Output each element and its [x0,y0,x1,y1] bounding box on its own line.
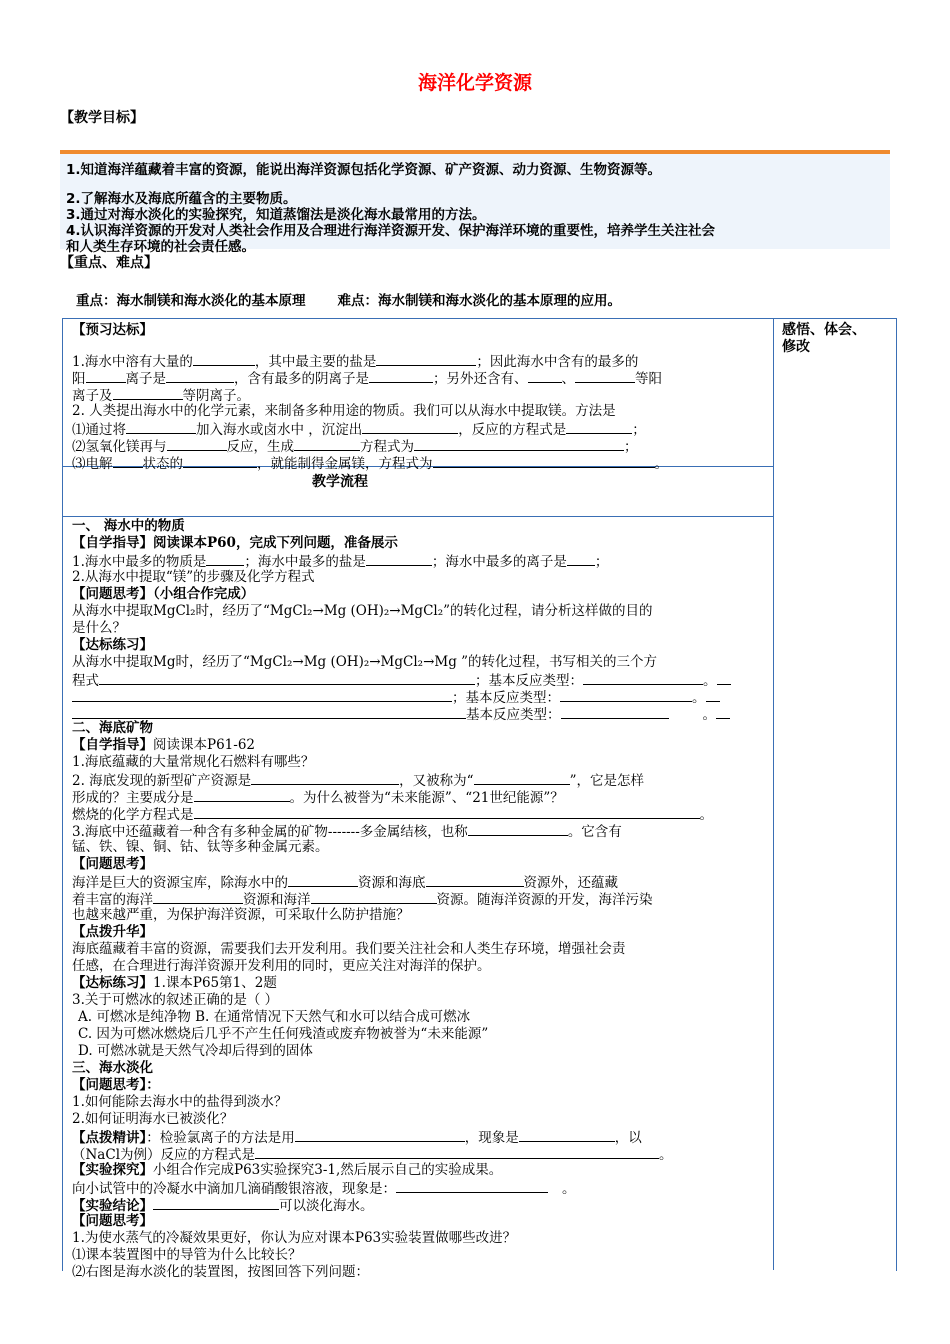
section-3-p2: ⑴课本装置图中的导管为什么比较长？ [72,1247,302,1263]
section-2-exercise-3: 3.关于可燃冰的叙述正确的是（ ） [72,992,279,1008]
row-divider-2 [62,516,773,517]
keypoints-line [76,289,621,309]
section-2-title: 二、海底矿物 [72,720,153,736]
section-2-upgrade-1: 海底蕴藏着丰富的资源，需要我们去开发利用。我们要关注社会和人类生存环境，增强社会责 [72,941,626,957]
section-3-experiment: 【实验探究】小组合作完成P63实验探究3-1,然后展示自己的实验成果。 [72,1162,503,1178]
section-1-q2: 2.从海水中提取“镁”的步骤及化学方程式 [72,569,315,585]
option-a-b: A. 可燃冰是纯净物 B. 在通常情况下天然气和水可以结合成可燃冰 [78,1009,471,1025]
section-3-tip-2: （NaCl为例）反应的方程式是 。 [72,1147,673,1163]
section-2-think-heading: 【问题思考】 [72,856,153,872]
section-2-q3: 形成的？主要成分是 。为什么被誉为“未来能源”、“21世纪能源”？ [72,790,564,806]
section-2-q1: 1.海底蕴藏的大量常规化石燃料有哪些？ [72,754,315,770]
section-3-conclusion: 【实验结论】 可以淡化海水。 [72,1198,374,1214]
section-1-think-2: 是什么？ [72,620,126,636]
section-1-exercise-1: 从海水中提取Mg时，经历了“MgCl₂→Mg (OH)₂→MgCl₂→Mg ”的转化过程，书写相关的三个方 [72,654,658,670]
section-2-think-1: 海洋是巨大的资源宝库，除海水中的 资源和海底 资源外，还蕴藏 [72,875,618,891]
keypoints-heading: 【重点、难点】 [60,255,158,271]
side-column-heading: 感悟、体会、 修改 [782,322,866,355]
section-3-p3: ⑵右图是海水淡化的装置图，按图回答下列问题： [72,1264,369,1280]
section-2-guide: 【自学指导】阅读课本P61-62 [72,737,256,753]
section-3-q1: 1.如何能除去海水中的盐得到淡水？ [72,1094,288,1110]
preview-line-2: 阳 离子是 ，含有最多的阴离子是 ；另外还含有、 、 等阳 [72,371,662,387]
objective-2: 2.了解海水及海底所蕴含的主要物质。 [66,191,297,207]
section-3-experiment-2: 向小试管中的冷凝水中滴加几滴硝酸银溶液，现象是： 。 [72,1181,576,1197]
preview-line-4: 2. 人类提出海水中的化学元素，来制备多种用途的物质。我们可以从海水中提取镁。方法是 [72,403,616,419]
section-2-upgrade-2: 任感，在合理进行海洋资源开发利用的同时，更应关注对海洋的保护。 [72,958,491,974]
section-2-exercise: 【达标练习】1.课本P65第1、2题 [72,975,277,991]
objective-4: 4.认识海洋资源的开发对人类社会作用及合理进行海洋资源开发、保护海洋环境的重要性，培养学生关注社会 [66,223,716,239]
preview-line-3: 离子及 等阴离子。 [72,388,250,404]
objective-1: 1.知道海洋蕴藏着丰富的资源，能说出海洋资源包括化学资源、矿产资源、动力资源、生物资源等。 [66,162,662,178]
section-2-think-3: 也越来越严重，为保护海洋资源，可采取什么防护措施？ [72,907,410,923]
objective-5: 和人类生存环境的社会责任感。 [66,239,255,255]
preview-line-7: ⑶电解 状态的 ，就能制得金属镁，方程式为 。 [72,456,668,472]
section-1-exercise-4: 基本反应类型： 。 [72,705,730,724]
section-1-guide: 【自学指导】阅读课本P60，完成下列问题，准备展示 [72,535,398,551]
section-2-think-2: 着丰富的海洋 资源和海洋 资源。随海洋资源的开发，海洋污染 [72,892,653,908]
objective-3: 3.通过对海水淡化的实验探究，知道蒸馏法是淡化海水最常用的方法。 [66,207,486,223]
difficult-point: 难点：海水制镁和海水淡化的基本原理的应用。 [337,293,621,309]
section-2-q4: 燃烧的化学方程式是 。 [72,807,713,823]
section-3-think2-heading: 【问题思考】 [72,1213,153,1229]
section-2-q2: 2. 海底发现的新型矿产资源是 ，又被称为“ ”，它是怎样 [72,773,644,789]
objectives-heading: 【教学目标】 [60,110,144,126]
section-3-tip: 【点拨精讲】：检验氯离子的方法是用 ，现象是 ，以 [72,1130,642,1146]
section-1-title: 一、 海水中的物质 [72,518,185,534]
section-1-q1: 1.海水中最多的物质是 ；海水中最多的盐是 ；海水中最多的离子是 ； [72,554,609,570]
section-3-q2: 2.如何证明海水已被淡化？ [72,1111,234,1127]
preview-heading: 【预习达标】 [72,322,153,338]
flow-title: 教学流程 [312,474,368,490]
section-2-q6: 锰、铁、镍、铜、钴、钛等多种金属元素。 [72,839,329,855]
section-1-exercise-heading: 【达标练习】 [72,637,153,653]
section-1-think-heading: 【问题思考】（小组合作完成） [72,586,255,602]
preview-line-5: ⑴通过将 加入海水或卤水中 ，沉淀出 ，反应的方程式是 ； [72,422,646,438]
section-1-exercise-3: ；基本反应类型： 。 [72,688,720,707]
column-divider [773,318,774,1270]
option-c: C. 因为可燃冰燃烧后几乎不产生任何残渣或废弃物被誉为“未来能源” [78,1026,489,1042]
preview-line-6: ⑵氢氧化镁再与 反应，生成 方程式为 ； [72,439,638,455]
section-2-q5: 3.海底中还蕴藏着一种含有多种金属的矿物-------多金属结核，也称 。它含有 [72,824,622,840]
key-point: 重点：海水制镁和海水淡化的基本原理 [76,293,306,309]
section-1-exercise-2: 程式 ；基本反应类型： 。 [72,671,731,690]
page-title: 海洋化学资源 [417,72,532,94]
section-1-think-1: 从海水中提取MgCl₂时，经历了“MgCl₂→Mg (OH)₂→MgCl₂”的转化过程，请分析这样做的目的 [72,603,653,619]
section-3-p1: 1.为使水蒸气的冷凝效果更好，你认为应对课本P63实验装置做哪些改进？ [72,1230,517,1246]
section-3-title: 三、海水淡化 [72,1060,153,1076]
section-3-think-heading: 【问题思考】： [72,1077,160,1093]
preview-line-1: 1.海水中溶有大量的 ，其中最主要的盐是 ；因此海水中含有的最多的 [72,354,639,370]
option-d: D. 可燃冰就是天然气冷却后得到的固体 [78,1043,313,1059]
section-2-upgrade-heading: 【点拨升华】 [72,924,153,940]
